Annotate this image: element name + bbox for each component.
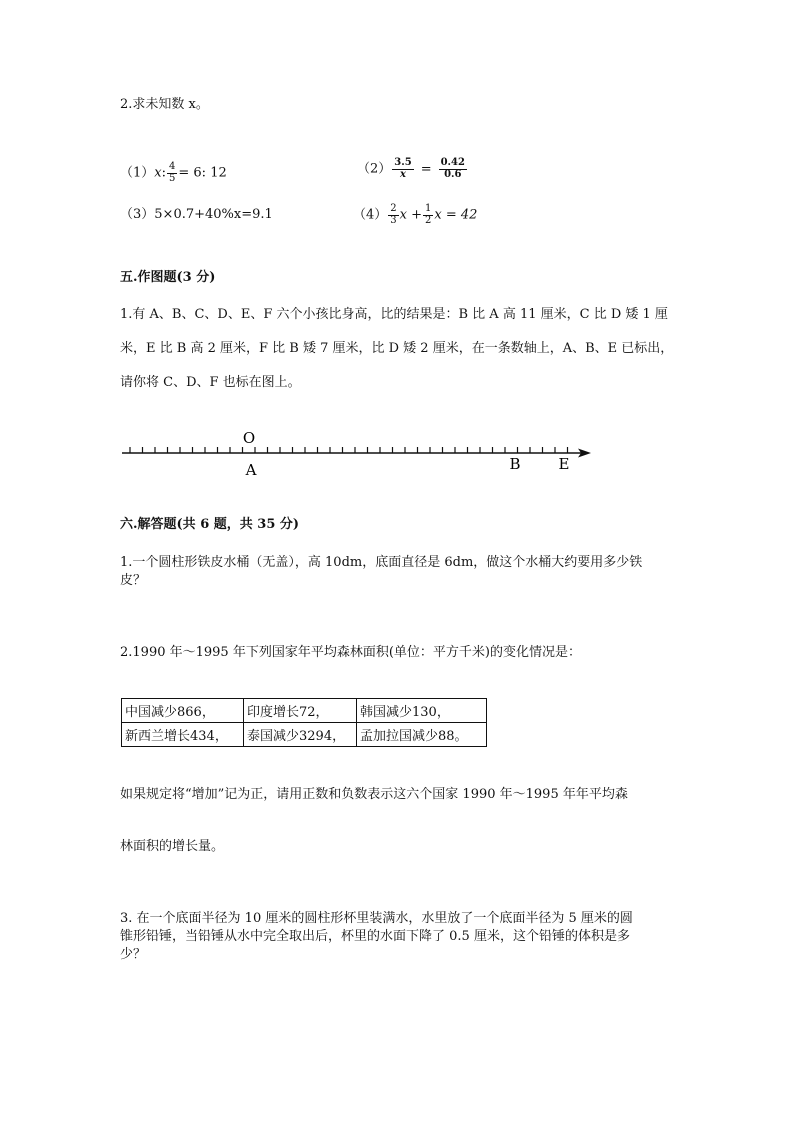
equation-3-text: 5×0.7+40%x=9.1 [154, 207, 273, 222]
equation-4: （4） $\frac{2}{3}$ x + $\frac{1}{2}$ x = 42 [353, 203, 478, 226]
origin-label: O [242, 429, 256, 447]
section-6-q3-line-1: 3. 在一个底面半径为 10 厘米的圆柱形杯里装满水，水里放了一个底面半径为 5 厘米的圆 [120, 911, 633, 926]
table-cell: 韩国减少130， [357, 699, 487, 723]
equation-2-fraction-right: $\frac{0.42}{0.6}$ [440, 157, 465, 180]
equation-1-label: （1） [120, 165, 155, 181]
number-line-ticks [130, 447, 568, 453]
equation-3-label: （3） [120, 207, 155, 222]
section-6-q3-line-3: 少？ [120, 947, 147, 962]
section-6-q3-line-2: 锥形铅锤，当铅锤从水中完全取出后，杯里的水面下降了 0.5 厘米，这个铅锤的体积是多 [120, 929, 630, 944]
equation-1-variable: x [154, 165, 162, 181]
section-6-q2-line-2: 林面积的增长量。 [120, 839, 225, 854]
forest-change-table [121, 698, 487, 747]
q2-heading: 2.求未知数 x。 [120, 97, 209, 112]
section-5-q1-line-2: 米，E 比 B 高 2 厘米，F 比 B 矮 7 厘米，比 D 矮 2 厘米，在一条数轴上，A、B、E 已标出， [120, 341, 674, 356]
section-6-q1-line-1: 1.一个圆柱形铁皮水桶（无盖），高 10dm，底面直径是 6dm，做这个水桶大约要用多少铁 [120, 555, 643, 570]
equation-4-fraction-2: $\frac{1}{2}$ [425, 203, 432, 226]
section-5-q1-line-3: 请你将 C、D、F 也标在图上。 [120, 375, 301, 390]
table-cell: 新西兰增长434， [122, 723, 244, 747]
table-cell: 印度增长72， [244, 699, 357, 723]
table-cell: 泰国减少3294， [244, 723, 357, 747]
section-6-q2-line-1: 如果规定将“增加”记为正，请用正数和负数表示这六个国家 1990 年～1995 年年平均森 [120, 787, 628, 802]
point-a-label: A [245, 461, 257, 479]
section-6-q1-line-2: 皮？ [120, 573, 147, 588]
point-e-label: E [558, 455, 570, 473]
table-cell: 孟加拉国减少88。 [357, 723, 487, 747]
equation-1: （1）x: $\frac{4}{5}$ = 6: 12 [120, 161, 227, 184]
table-row [122, 723, 487, 747]
section-6-q2-intro: 2.1990 年～1995 年下列国家年平均森林面积(单位：平方千米)的变化情况是： [120, 645, 581, 660]
section-5-title: 五.作图题(3 分) [120, 270, 216, 285]
equation-2: （2） $\frac{3.5}{x}$ = $\frac{0.42}{0.6}$ [357, 157, 465, 180]
point-b-label: B [509, 455, 521, 473]
table-cell: 中国减少866， [122, 699, 244, 723]
equation-4-fraction-1: $\frac{2}{3}$ [390, 203, 397, 226]
equation-2-fraction-left: $\frac{3.5}{x}$ [394, 157, 412, 180]
equation-1-fraction: $\frac{4}{5}$ [169, 161, 176, 184]
equation-1-rhs: = 6: 12 [178, 165, 227, 181]
table-row [122, 699, 487, 723]
section-6-title: 六.解答题(共 6 题，共 35 分) [120, 517, 300, 532]
equation-2-label: （2） [357, 161, 392, 177]
section-5-q1-line-1: 1.有 A、B、C、D、E、F 六个小孩比身高，比的结果是：B 比 A 高 11 厘米，C 比 D 矮 1 厘 [120, 307, 668, 322]
equation-4-label: （4） [353, 207, 388, 223]
